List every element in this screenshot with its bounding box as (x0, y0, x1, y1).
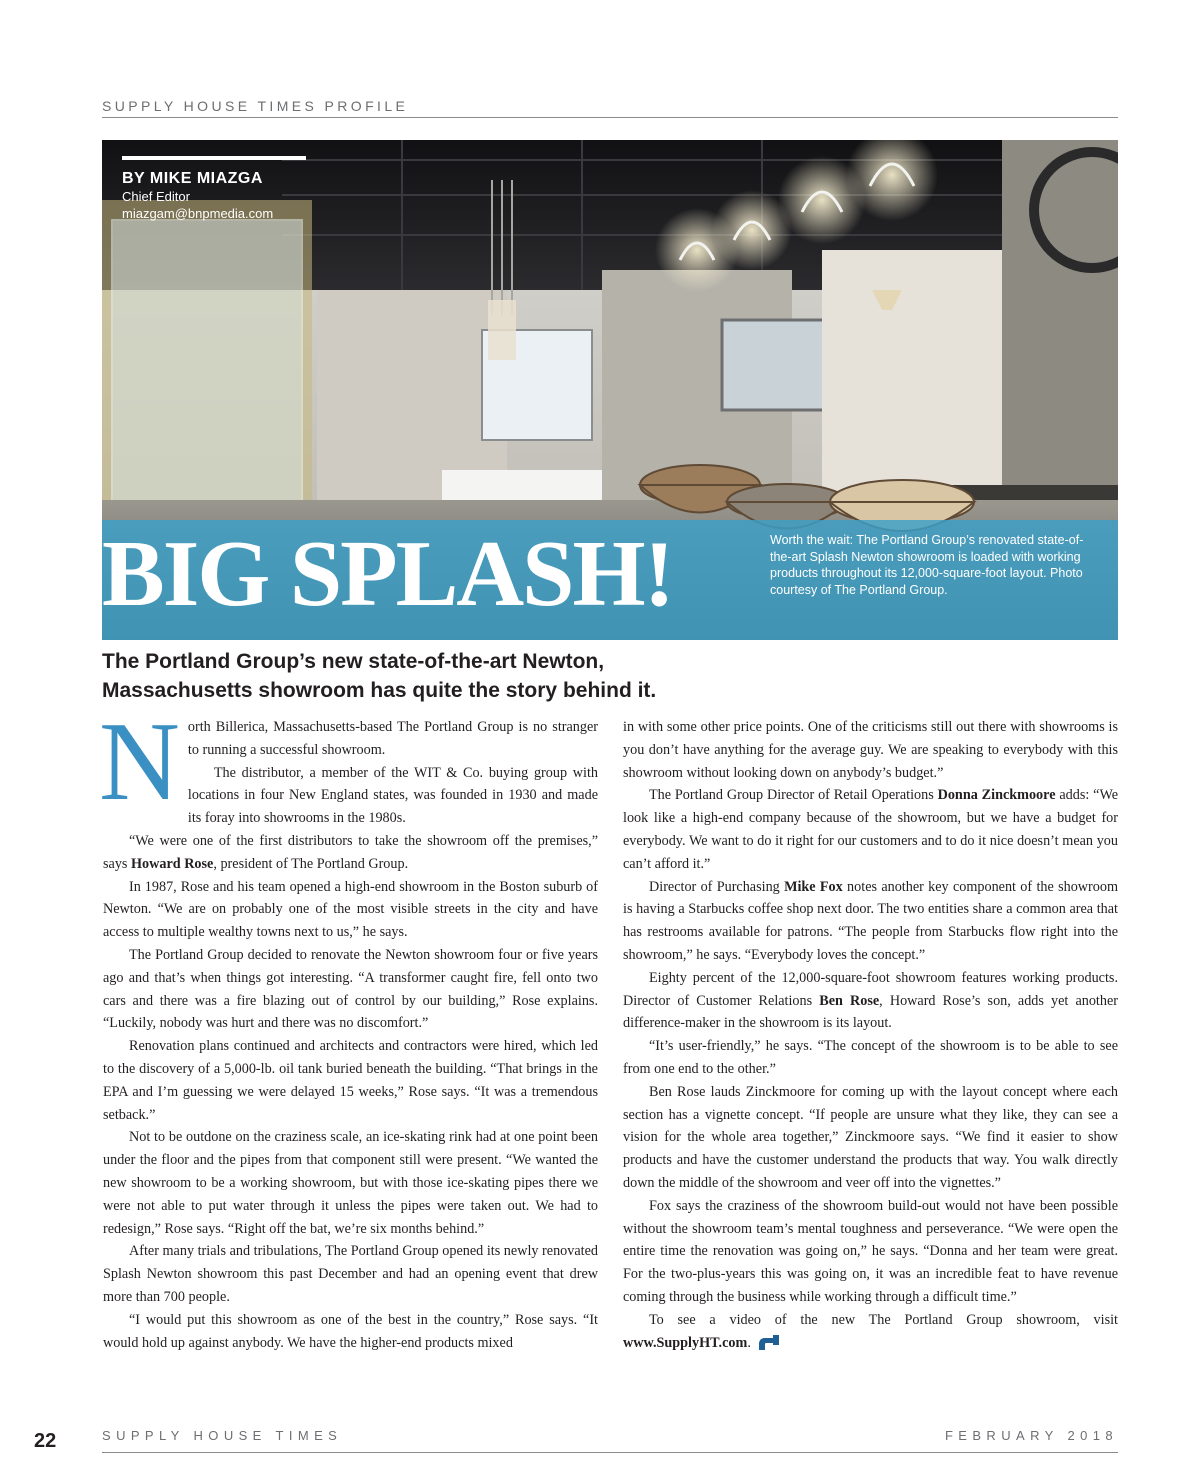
paragraph-8: After many trials and tribulations, The Portland Group opened its newly renovated Splash Newton showroom this past December and had an opening event that drew more than 700 people. (103, 1243, 598, 1305)
paragraph-1-text: orth Billerica, Massachusetts-based The Portland Group is no stranger to running a successful showroom. (187, 719, 598, 758)
byline-rule (122, 156, 306, 160)
photo-caption: Worth the wait: The Portland Group’s renovated state-of-the-art Splash Newton showroom is loaded with working products throughout its 12,000-square-foot layout. Photo courtesy of The Portland Group. (770, 533, 1084, 597)
paragraph-17-text-a: To see a video of the new The Portland Group showroom, visit (649, 1311, 1118, 1328)
headline: BIG SPLASH! (102, 522, 673, 626)
paragraph-7: Not to be outdone on the craziness scale, an ice-skating rink had at one point been under the floor and the pipes from that component still were present. “We wanted the new showroom to be a working showroom, but with those ice-skating pipes there we were not able to put water through it unless the pipes were taken out. We had to redesign,” Rose says. “Right off the bat, we’re six months behind.” (103, 1129, 598, 1237)
paragraph-10: in with some other price points. One of the criticisms still out there with showrooms is you don’t have anything for the average guy. We are speaking to everybody with this showroom without looking down on anybody’s budget.” (623, 719, 1118, 781)
drop-cap: N (99, 700, 180, 824)
author-name: BY MIKE MIAZGA (122, 170, 263, 187)
footer-date: FEBRUARY 2018 (944, 1428, 1118, 1443)
page-number: 22 (34, 1430, 57, 1452)
byline (122, 156, 306, 222)
deck-line-2: Massachusetts showroom has quite the story behind it. (102, 679, 657, 702)
paragraph-14: “It’s user-friendly,” he says. “The concept of the showroom is to be able to see from one end to the other.” (623, 1038, 1118, 1077)
paragraph-16: Fox says the craziness of the showroom build-out would not have been possible without the showroom team’s mental toughness and perseverance. “We were open the entire time the renovation was going on,” he says. “Donna and her team were great. For the two-plus-years this was going on, it was an incredible feat to have revenue coming through the business while working through a difficult time.” (623, 1197, 1118, 1305)
article-column-right (623, 716, 1118, 1354)
deck-line-1: The Portland Group’s new state-of-the-art Newton, (102, 650, 605, 673)
paragraph-11 (623, 784, 1118, 875)
top-rule (102, 117, 1118, 118)
hero-photo (102, 140, 1118, 640)
paragraph-4: In 1987, Rose and his team opened a high-end showroom in the Boston suburb of Newton. “We are on probably one of the most visible streets in the city and have access to multiple wealthy towns next to us,” he says. (103, 878, 598, 941)
paragraph-12-text-b: notes another key component of the showroom is having a Starbucks coffee shop next door. The two entities share a common area that has restrooms available for patrons. “The people from Starbucks flow right into the showroom,” he says. “Everybody loves the concept.” (623, 878, 1118, 963)
paragraph-6: Renovation plans continued and architects and contractors were hired, which led to the discovery of a 5,000-lb. oil tank buried beneath the building. “That brings in the EPA and I’m guessing we were delayed 15 weeks,” Rose says. “It was a tremendous setback.” (103, 1038, 598, 1123)
website-link[interactable]: www.SupplyHT.com (623, 1334, 748, 1351)
deck (102, 647, 802, 705)
author-role: Chief Editor (122, 189, 190, 204)
person-howard-rose: Howard Rose (130, 855, 214, 872)
person-mike-fox: Mike Fox (784, 878, 843, 895)
article-column-left (99, 700, 598, 1354)
paragraph-2: The distributor, a member of the WIT & Co. buying group with locations in four New England states, was founded in 1930 and made its foray into showrooms in the 1980s. (187, 764, 598, 827)
paragraph-5: The Portland Group decided to renovate the Newton showroom four or five years ago and that’s when things got interesting. “A transformer caught fire, fell onto two cars and there was a fire blazing out of control by our building,” Rose explains. “Luckily, nobody was hurt and there was no discomfort.” (103, 946, 598, 1032)
paragraph-17-text-b: . (747, 1334, 751, 1351)
author-email: miazgam@bnpmedia.com (122, 206, 274, 221)
section-label: SUPPLY HOUSE TIMES PROFILE (102, 98, 409, 114)
person-donna-zinckmoore: Donna Zinckmoore (937, 787, 1056, 804)
paragraph-11-text-a: The Portland Group Director of Retail Operations (649, 787, 938, 804)
paragraph-9: “I would put this showroom as one of the best in the country,” Rose says. “It would hold up against anybody. We have the higher-end products mixed (103, 1311, 598, 1351)
paragraph-3-text-b: , president of The Portland Group. (213, 855, 409, 872)
paragraph-17 (623, 1309, 1118, 1355)
paragraph-12 (623, 876, 1118, 967)
person-ben-rose: Ben Rose (819, 992, 880, 1009)
paragraph-15: Ben Rose lauds Zinckmoore for coming up with the layout concept where each section has a vignette concept. “If people are unsure what they like, they can see a vision for the whole area together,” Zinckmoore says. “We find it easier to show products and have the customer understand the products that way. You walk directly down the middle of the showroom and veer off into the vignettes.” (623, 1083, 1118, 1191)
footer-publication: SUPPLY HOUSE TIMES (102, 1428, 343, 1443)
paragraph-11-text-b: adds: “We look like a high-end company because of the showroom, but we have a budget for everybody. We want to do it right for our customers and to do it nice doesn’t mean you can’t afford it.” (623, 787, 1119, 872)
paragraph-12-text-a: Director of Purchasing (649, 878, 785, 895)
paragraph-3 (103, 830, 598, 876)
paragraph-3-text-a: “We were one of the first distributors to take the showroom off the premises,” says (103, 832, 598, 872)
paragraph-13-text-b: , Howard Rose’s son, adds yet another difference-maker in the showroom is its layout. (623, 992, 1118, 1032)
pipe-elbow-icon (757, 1335, 779, 1351)
paragraph-13 (623, 967, 1118, 1035)
bottom-rule (102, 1452, 1118, 1453)
paragraph-13-text-a: Eighty percent of the 12,000-square-foot showroom features working products. Director of Customer Relations (623, 969, 1118, 1009)
